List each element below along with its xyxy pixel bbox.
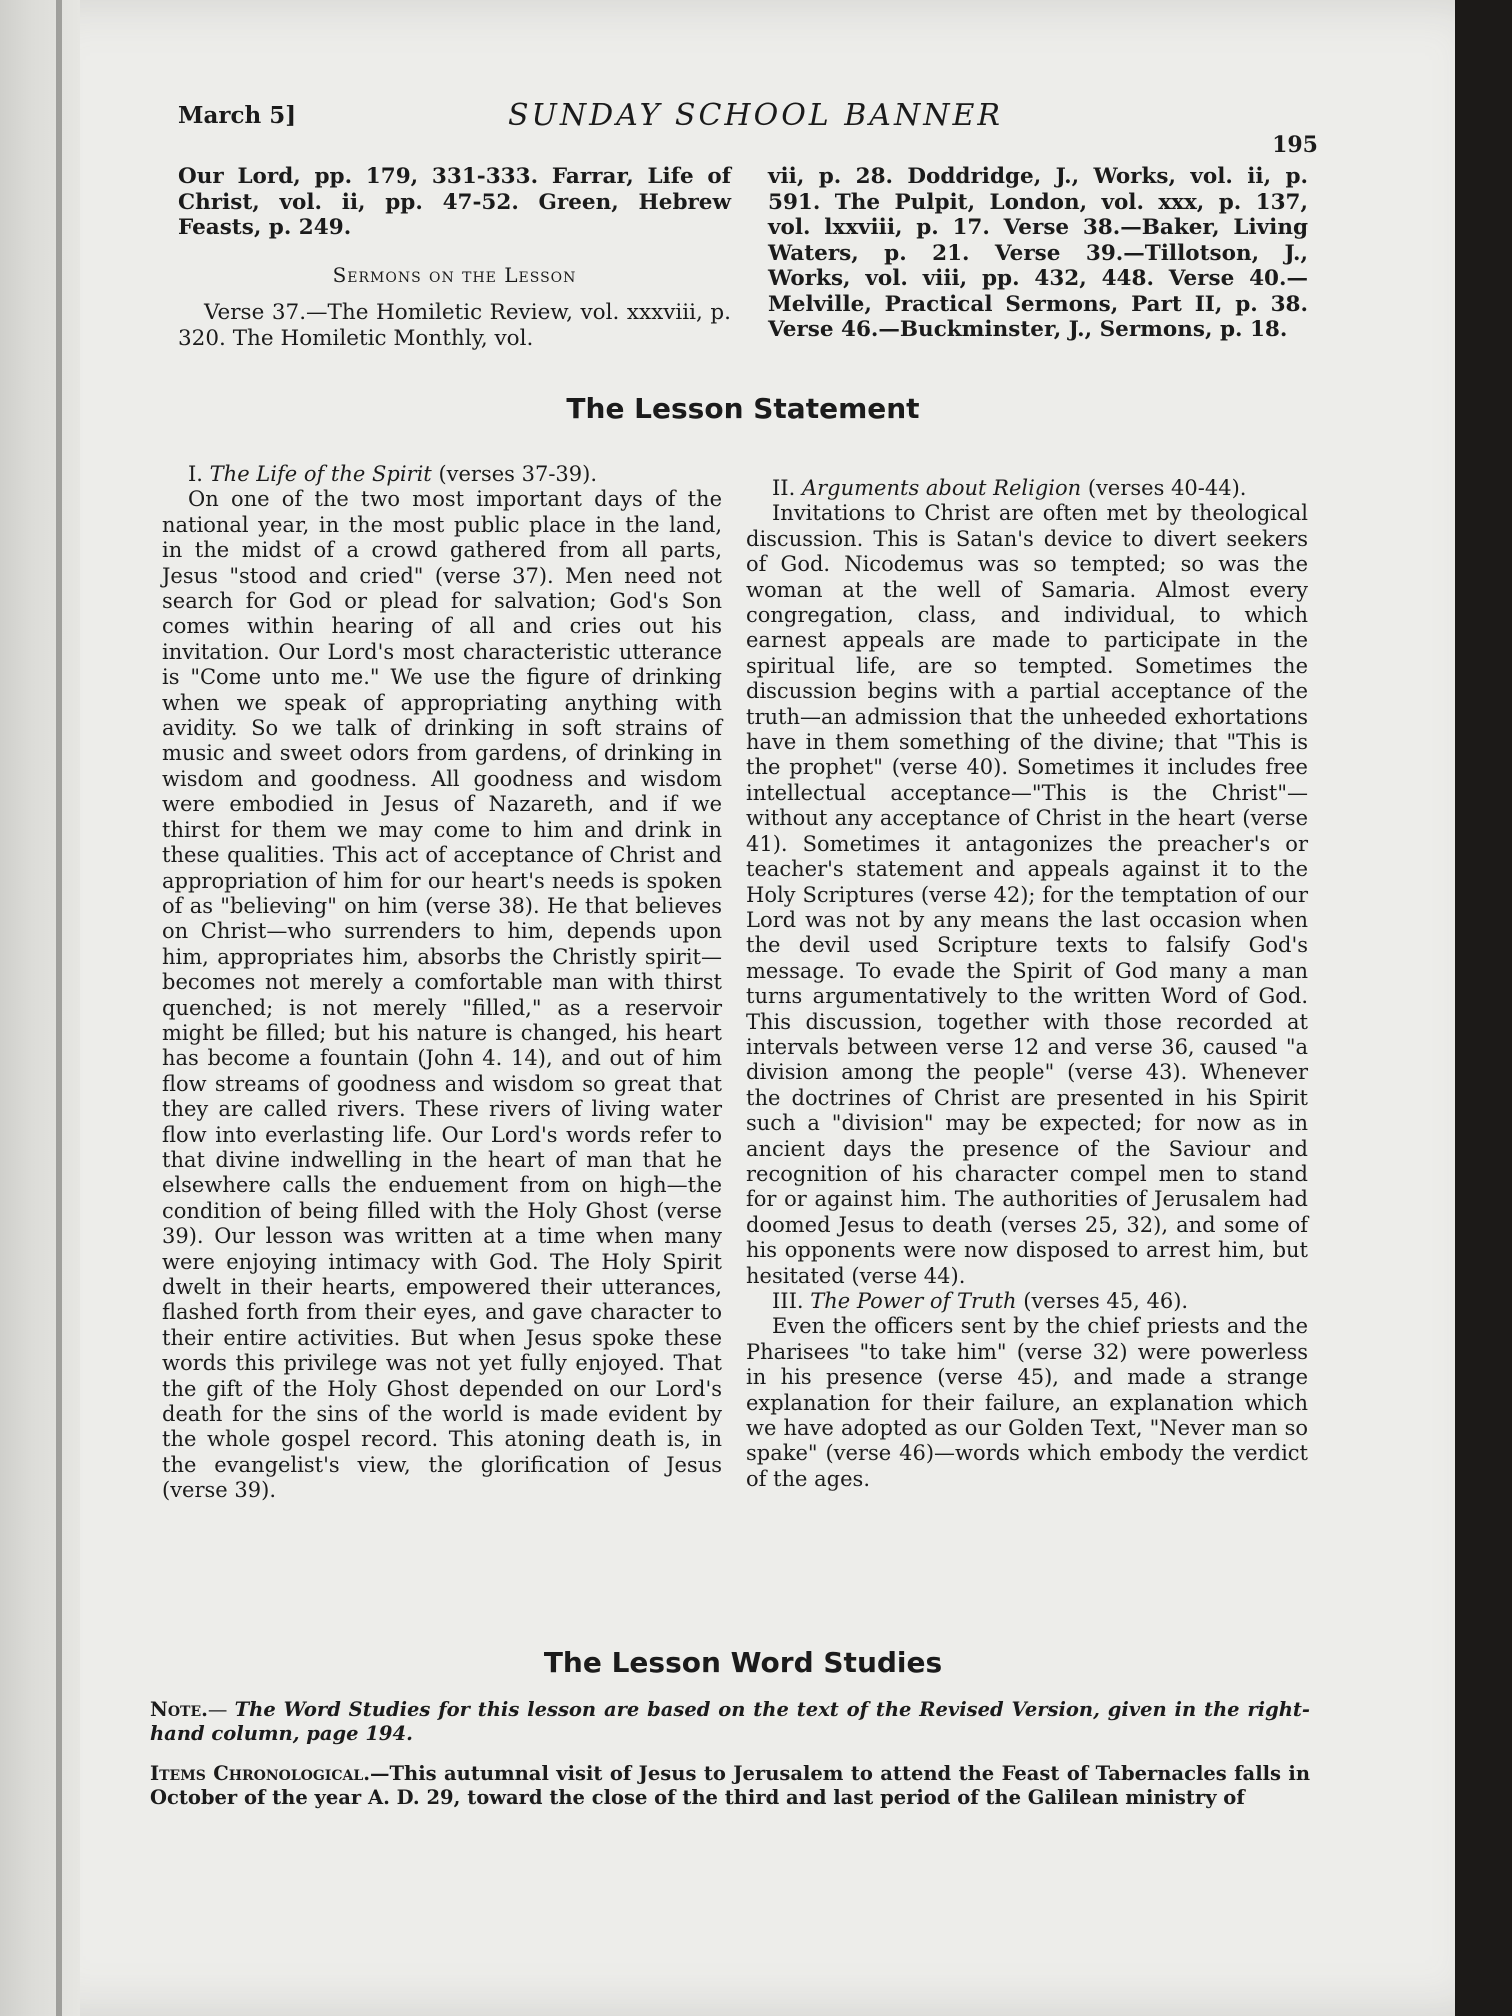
items-chronological: Items Chronological.—This autumnal visit of Jesus to Jerusalem to attend the Feast of Tabernacles falls in October of the year A. D. 29, toward the close of the third and last period of the Galilean ministry of: [150, 1762, 1310, 1809]
book-cover-edge: [1455, 0, 1512, 2016]
book-gutter-shadow: [0, 0, 80, 2016]
section-heading: [746, 1289, 1308, 1314]
section-text: Invitations to Christ are often met by theological discussion. This is Satan's device to divert seekers of God. Nicodemus was so tempted; so was the woman at the well of Samaria. Almost every congregation, class, and individual, to which earnest appeals are made to participate in the spiritual life, are so tempted. Sometimes the discussion begins with a partial acceptance of the truth—an admission that the unheeded exhortations have in them something of the divine; that "This is the prophet" (verse 40). Sometimes it includes free intellectual acceptance—"This is the Christ"—without any acceptance of Christ in the heart (verse 41). Sometimes it antagonizes the preacher's or teacher's statement and appeals against it to the Holy Scriptures (verse 42); for the temptation of our Lord was not by any means the last occasion when the devil used Scripture texts to falsify God's message. To evade the Spirit of God many a man turns argumentatively to the written Word of God. This discussion, together with those recorded at intervals between verse 12 and verse 36, caused "a division among the people" (verse 43). Whenever the doctrines of Christ are presented in his Spirit such a "division" may be expected; for now as in ancient days the presence of the Saviour and recognition of his character compel men to stand for or against him. The authorities of Jerusalem had doomed Jesus to death (verses 25, 32), and some of his opponents were now disposed to arrest him, but hesitated (verse 44).: [746, 501, 1308, 1288]
section-verses: (verses 37-39).: [438, 462, 598, 486]
lesson-statement-right-column: [746, 476, 1308, 1492]
section-title: The Life of the Spirit: [209, 462, 432, 486]
page-fold: [56, 0, 62, 2016]
references-text-continued: vii, p. 28. Doddridge, J., Works, vol. ii, p. 591. The Pulpit, London, vol. xxx, p. 137, vol. lxxviii, p. 17. Verse 38.—Baker, Living Waters, p. 21. Verse 39.—Tillotson, J., Works, vol. viii, pp. 432, 448. Verse 40.—Melville, Practical Sermons, Part II, p. 38. Verse 46.—Buckminster, J., Sermons, p. 18.: [768, 164, 1308, 342]
items-label: Items Chronological.: [150, 1762, 370, 1785]
running-head: [178, 98, 1318, 158]
section-verses: (verses 40-44).: [1087, 476, 1247, 500]
word-studies-title: The Lesson Word Studies: [543, 1646, 943, 1679]
references-left-column: [178, 164, 731, 351]
page-number: 195: [1272, 132, 1318, 158]
references-right-column: [768, 164, 1308, 343]
section-heading: [162, 462, 722, 487]
section-verses: (verses 45, 46).: [1023, 1289, 1189, 1313]
section-number: III.: [772, 1289, 804, 1313]
issue-date: March 5]: [178, 102, 297, 129]
section-title: The Power of Truth: [810, 1289, 1017, 1313]
section-number: I.: [188, 462, 203, 486]
note-text: The Word Studies for this lesson are based on the text of the Revised Version, given in the right-hand column, page 194.: [150, 1698, 1311, 1745]
references-text: Our Lord, pp. 179, 331-333. Farrar, Life of Christ, vol. ii, pp. 47-52. Green, Hebrew Feasts, p. 249.: [178, 164, 731, 240]
lesson-statement-left-column: [162, 462, 722, 1504]
items-text: This autumnal visit of Jesus to Jerusalem to attend the Feast of Tabernacles falls in October of the year A. D. 29, toward the close of the third and last period of the Galilean ministry of: [150, 1762, 1310, 1809]
word-studies-note: Note.— The Word Studies for this lesson are based on the text of the Revised Version, given in the right-hand column, page 194.: [150, 1698, 1311, 1745]
sermons-heading: Sermons on the Lesson: [332, 262, 577, 287]
section-heading: [746, 476, 1308, 501]
lesson-statement-title: The Lesson Statement: [566, 392, 920, 425]
section-text: Even the officers sent by the chief priests and the Pharisees "to take him" (verse 32) were powerless in his presence (verse 45), and made a strange explanation for their failure, an explanation which we have adopted as our Golden Text, "Never man so spake" (verse 46)—words which embody the verdict of the ages.: [746, 1314, 1308, 1491]
publication-title: SUNDAY SCHOOL BANNER: [508, 98, 1003, 133]
section-number: II.: [772, 476, 796, 500]
note-label: Note.: [150, 1698, 208, 1721]
sermons-text: Verse 37.—The Homiletic Review, vol. xxxviii, p. 320. The Homiletic Monthly, vol.: [178, 300, 731, 351]
section-title: Arguments about Religion: [801, 476, 1082, 500]
section-text: On one of the two most important days of the national year, in the most public place in the land, in the midst of a crowd gathered from all parts, Jesus "stood and cried" (verse 37). Men need not search for God or plead for salvation; God's Son comes within hearing of all and cries out his invitation. Our Lord's most characteristic utterance is "Come unto me." We use the figure of drinking when we speak of appropriating anything with avidity. So we talk of drinking in soft strains of music and sweet odors from gardens, of drinking in wisdom and goodness. All goodness and wisdom were embodied in Jesus of Nazareth, and if we thirst for them we may come to him and drink in these qualities. This act of acceptance of Christ and appropriation of him for our heart's needs is spoken of as "believing" on him (verse 38). He that believes on Christ—who surrenders to him, depends upon him, appropriates him, absorbs the Christly spirit—becomes not merely a comfortable man with thirst quenched; is not merely "filled," as a reservoir might be filled; but his nature is changed, his heart has become a fountain (John 4. 14), and out of him flow streams of goodness and wisdom so great that they are called rivers. These rivers of living water flow into everlasting life. Our Lord's words refer to that divine indwelling in the heart of man that he elsewhere calls the enduement from on high—the condition of being filled with the Holy Ghost (verse 39). Our lesson was written at a time when many were enjoying intimacy with God. The Holy Spirit dwelt in their hearts, empowered their utterances, flashed forth from their eyes, and gave character to their entire activities. But when Jesus spoke these words this privilege was not yet fully enjoyed. That the gift of the Holy Ghost depended on our Lord's death for the sins of the world is made evident by the whole gospel record. This atoning death is, in the evangelist's view, the glorification of Jesus (verse 39).: [162, 487, 722, 1503]
